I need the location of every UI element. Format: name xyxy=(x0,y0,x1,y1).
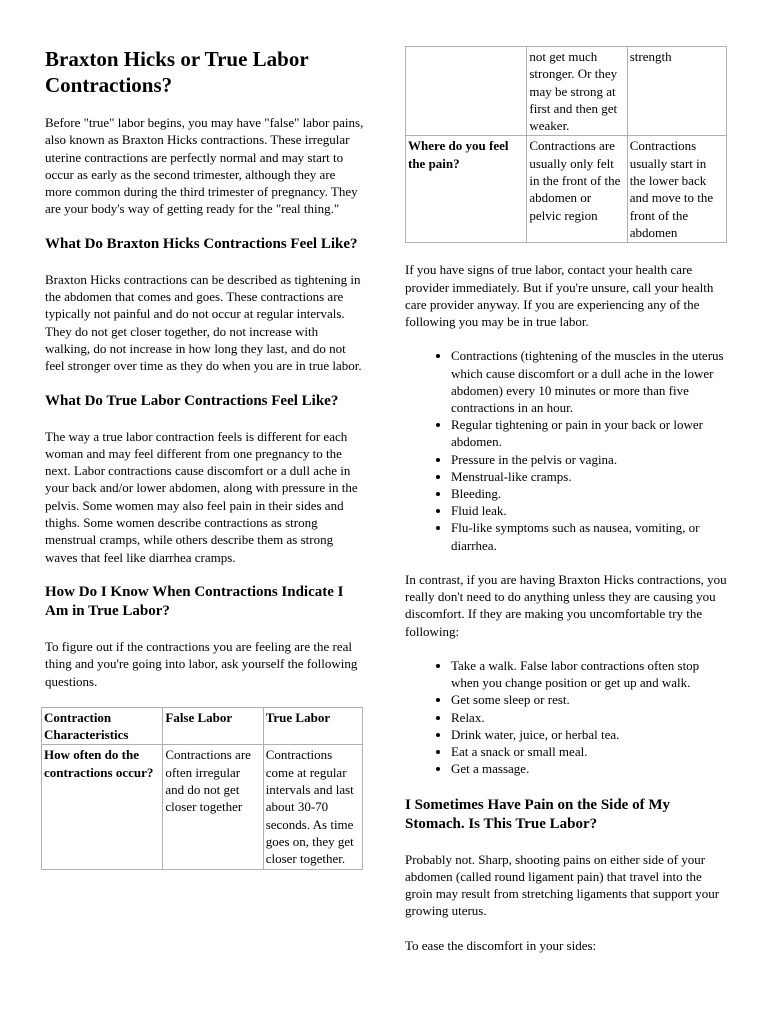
table-cell: Contractions usually start in the lower back and move to the front of the abdomen xyxy=(627,136,726,243)
list-item: • Take a walk. False labor contractions often stop when you change position or get up and walk. xyxy=(451,657,727,691)
heading-side-pain: I Sometimes Have Pain on the Side of My Stomach. Is This True Labor? xyxy=(405,796,670,832)
table-row xyxy=(42,745,363,869)
page-title: Braxton Hicks or True Labor Contractions? xyxy=(45,47,309,97)
table-header-row xyxy=(42,707,363,745)
list-item: • Get some sleep or rest. xyxy=(451,691,727,708)
table-cell: Contractions are usually only felt in the front of the abdomen or pelvic region xyxy=(527,136,627,243)
ease-discomfort-paragraph: To ease the discomfort in your sides: xyxy=(405,937,597,953)
table-row xyxy=(406,136,727,243)
table-cell: Contractions are often irregular and do not get closer together xyxy=(163,745,263,869)
list-item: • Eat a snack or small meal. xyxy=(451,743,727,760)
table-cell: Contractions come at regular intervals and last about 30-70 seconds. As time goes on, they get closer together. xyxy=(263,745,362,869)
heading-true-labor: What Do True Labor Contractions Feel Like? xyxy=(45,392,339,409)
table-cell xyxy=(406,47,527,136)
braxton-hicks-paragraph: Braxton Hicks contractions can be described as tightening in the abdomen that comes and goes. These contractions are typically not painful and do not occur at regular intervals. They do not get closer together, do not increase with walking, do not increase in how long they last, and do not feel stronger over time as they do when you are in true labor. xyxy=(45,271,362,374)
table-cell: How often do the contractions occur? xyxy=(42,745,163,869)
table-header: Contraction Characteristics xyxy=(42,707,163,745)
list-item: • Contractions (tightening of the muscles in the uterus which cause discomfort or a dull ache in the lower abdomen) every 10 minutes or more than five contractions in an hour. xyxy=(451,347,727,416)
table-row xyxy=(406,47,727,136)
list-item: • Fluid leak. xyxy=(451,502,727,519)
intro-paragraph: Before "true" labor begins, you may have "false" labor pains, also known as Braxton Hicks contractions. These irregular uterine contractions are perfectly normal and may start to occur as early as the second trimester, although they are more common during the third trimester of pregnancy. They are your body's way of getting ready for the "real thing." xyxy=(45,115,364,217)
contraction-table-continued xyxy=(405,46,727,243)
right-column xyxy=(405,0,727,954)
true-labor-paragraph: The way a true labor contraction feels is different for each woman and may feel different from one pregnancy to the next. Labor contractions cause discomfort or a dull ache in your back and/or lower abdomen, along with pressure in the pelvis. Some women may also feel pain in their sides and thighs. Some women describe contractions as strong menstrual cramps, while others describe them as strong waves that feel like diarrhea cramps. xyxy=(45,428,358,565)
heading-how-know: How Do I Know When Contractions Indicate I Am in True Labor? xyxy=(45,583,344,619)
list-item: • Drink water, juice, or herbal tea. xyxy=(451,726,727,743)
signs-paragraph: If you have signs of true labor, contact your health care provider immediately. But if you're unsure, call your health care provider anyway. If you are experiencing any of the following you may be in true labor. xyxy=(405,262,714,330)
true-labor-signs-list xyxy=(405,347,727,553)
table-header: False Labor xyxy=(163,707,263,745)
list-item: • Pressure in the pelvis or vagina. xyxy=(451,451,727,468)
contraction-table xyxy=(41,707,363,870)
list-item: • Get a massage. xyxy=(451,760,727,777)
list-item: • Regular tightening or pain in your back or lower abdomen. xyxy=(451,416,727,450)
braxton-hicks-relief-list xyxy=(405,657,727,777)
list-item: • Bleeding. xyxy=(451,485,727,502)
left-column xyxy=(45,0,365,870)
table-cell: strength xyxy=(627,47,726,136)
list-item: • Relax. xyxy=(451,709,727,726)
table-header: True Labor xyxy=(263,707,362,745)
list-item: • Flu-like symptoms such as nausea, vomiting, or diarrhea. xyxy=(451,519,727,553)
heading-braxton-hicks: What Do Braxton Hicks Contractions Feel Like? xyxy=(45,235,358,252)
how-know-paragraph: To figure out if the contractions you are feeling are the real thing and you're going into labor, ask yourself the following questions. xyxy=(45,638,358,689)
table-cell: Where do you feel the pain? xyxy=(406,136,527,243)
side-pain-paragraph: Probably not. Sharp, shooting pains on either side of your abdomen (called round ligament pain) that travel into the groin may result from stretching ligaments that support your growing uterus. xyxy=(405,851,720,919)
contrast-paragraph: In contrast, if you are having Braxton Hicks contractions, you really don't need to do anything unless they are causing you discomfort. If they are making you uncomfortable try the following: xyxy=(405,571,727,639)
table-cell: not get much stronger. Or they may be strong at first and then get weaker. xyxy=(527,47,627,136)
list-item: • Menstrual-like cramps. xyxy=(451,468,727,485)
